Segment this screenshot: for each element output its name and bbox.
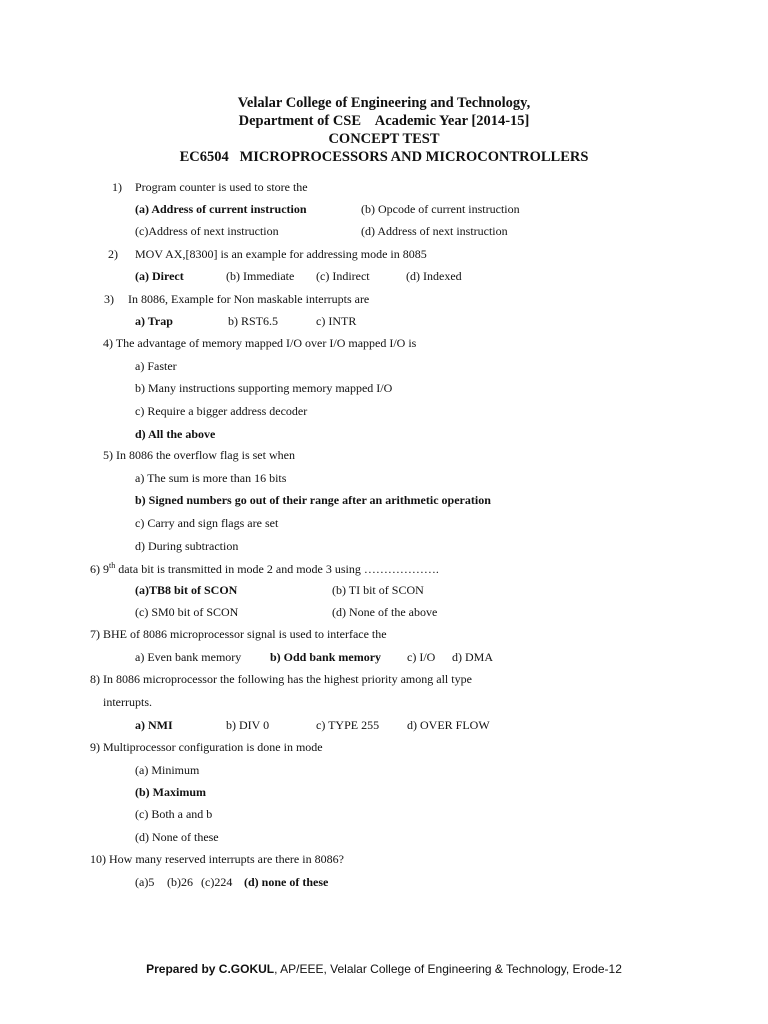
footer-credit [0,962,768,976]
q3-option-b: b) RST6.5 [228,314,279,328]
question-8-text: 8) In 8086 microprocessor the following has the highest priority among all type [90,672,472,686]
q9-option-a: (a) Minimum [135,763,200,777]
q6-option-b: (b) TI bit of SCON [332,583,424,597]
q4-option-c: c) Require a bigger address decoder [135,404,308,418]
q7-option-d: d) DMA [452,650,493,664]
q5-option-b: b) Signed numbers go out of their range after an arithmetic operation [135,493,491,507]
q2-option-d: (d) Indexed [406,269,462,283]
q6-option-c: (c) SM0 bit of SCON [135,605,239,619]
question-7-text: 7) BHE of 8086 microprocessor signal is used to interface the [90,627,387,641]
q9-option-d: (d) None of these [135,830,219,844]
subject-title: EC6504 MICROPROCESSORS AND MICROCONTROLLERS [179,149,589,165]
q4-option-d: d) All the above [135,427,216,441]
q1-option-a: (a) Address of current instruction [135,202,307,216]
question-1-number: 1) [112,180,122,194]
q7-option-b: b) Odd bank memory [270,650,382,664]
question-5-text: 5) In 8086 the overflow flag is set when [103,448,295,462]
q9-option-c: (c) Both a and b [135,807,213,821]
q6-option-d: (d) None of the above [332,605,438,619]
q8-option-b: b) DIV 0 [226,718,270,732]
q8-option-a: a) NMI [135,718,173,732]
q4-option-b: b) Many instructions supporting memory mapped I/O [135,381,393,395]
q3-option-a: a) Trap [135,314,173,328]
q10-option-b: (b)26 [167,875,193,889]
q2-option-c: (c) Indirect [316,269,370,283]
q10-option-d: (d) none of these [244,875,329,889]
question-4-text: 4) The advantage of memory mapped I/O over I/O mapped I/O is [103,336,417,350]
q5-option-d: d) During subtraction [135,539,239,553]
q5-option-c: c) Carry and sign flags are set [135,516,279,530]
college-name: Velalar College of Engineering and Technology, [237,95,531,111]
q7-option-c: c) I/O [407,650,436,664]
q1-option-d: (d) Address of next instruction [361,224,508,238]
q5-option-a: a) The sum is more than 16 bits [135,471,287,485]
department-line: Department of CSE Academic Year [2014-15] [238,113,530,129]
question-3-text: In 8086, Example for Non maskable interrupts are [128,292,370,306]
question-2-text: MOV AX,[8300] is an example for addressing mode in 8085 [135,247,427,261]
q7-option-a: a) Even bank memory [135,650,242,664]
question-2-number: 2) [108,247,118,261]
question-1-text: Program counter is used to store the [135,180,308,194]
question-9-text: 9) Multiprocessor configuration is done in mode [90,740,323,754]
footer-suffix: , AP/EEE, Velalar College of Engineering & Technology, Erode-12 [274,962,622,976]
q2-option-b: (b) Immediate [226,269,295,283]
q3-option-c: c) INTR [316,314,357,328]
q1-option-b: (b) Opcode of current instruction [361,202,520,216]
test-title: CONCEPT TEST [328,131,440,147]
q10-option-c: (c)224 [201,875,233,889]
q10-option-a: (a)5 [135,875,155,889]
question-10-text: 10) How many reserved interrupts are there in 8086? [90,852,344,866]
q6-option-a: (a)TB8 bit of SCON [135,583,238,597]
q8-option-c: c) TYPE 255 [316,718,380,732]
q9-option-b: (b) Maximum [135,785,206,799]
q2-option-a: (a) Direct [135,269,184,283]
q8-option-d: d) OVER FLOW [407,718,490,732]
question-8-text-continued: interrupts. [103,695,152,709]
q1-option-c: (c)Address of next instruction [135,224,279,238]
footer-prefix: Prepared by C.GOKUL [146,962,275,976]
question-3-number: 3) [104,292,114,306]
question-6-text: 6) 9th data bit is transmitted in mode 2 and mode 3 using ………………. [90,561,439,576]
q4-option-a: a) Faster [135,359,177,373]
